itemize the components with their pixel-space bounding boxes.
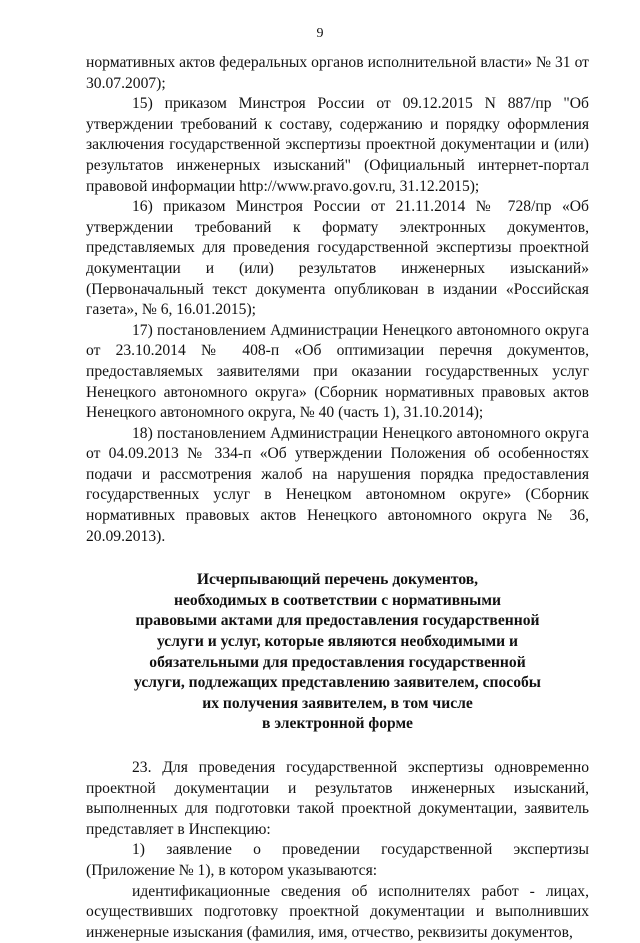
document-body xyxy=(86,53,589,943)
heading-line: услуги, подлежащих представлению заявителем, способы xyxy=(134,674,541,692)
section-heading xyxy=(86,570,589,735)
list-item-17: 17) постановлением Администрации Ненецкого автономного округа от 23.10.2014 № 408-п «Об оптимизации перечня документов, предоставляемых заявителями при оказании государственных услуг Ненецкого автономного округа» (Сборник нормативных правовых актов Ненецкого автономного округа, № 40 (часть 1), 31.10.2014); xyxy=(86,321,589,422)
heading-line: Исчерпывающий перечень документов, xyxy=(196,571,479,589)
list-item-16: 16) приказом Минстроя России от 21.11.2014 № 728/пр «Об утверждении требований к формату электронных документов, представляемых для проведения государственной экспертизы проектной документации и (или) результатов инженерных изысканий» (Первоначальный текст документа опубликован в издании «Российская газета», № 6, 16.01.2015); xyxy=(86,198,589,319)
identification-paragraph: идентификационные сведения об исполнителях работ - лицах, осуществивших подготовку проектной документации и выполнивших инженерные изыскания (фамилия, имя, отчество, реквизиты документов, xyxy=(86,882,589,941)
heading-line: обязательными для предоставления государственной xyxy=(149,653,526,671)
page-number: 9 xyxy=(316,26,324,41)
heading-line: необходимых в соответствии с нормативными xyxy=(174,591,501,609)
subitem-1: 1) заявление о проведении государственной экспертизы (Приложение № 1), в котором указываются: xyxy=(86,841,589,879)
heading-line: правовыми актами для предоставления государственной xyxy=(135,612,540,630)
heading-line: услуги и услуг, которые являются необходимыми и xyxy=(156,633,519,651)
paragraph-continuation: нормативных актов федеральных органов исполнительной власти» № 31 от 30.07.2007); xyxy=(86,54,589,92)
heading-line: их получения заявителем, в том числе xyxy=(202,694,473,712)
list-item-15: 15) приказом Минстроя России от 09.12.2015 N 887/пр "Об утверждении требований к составу, содержанию и порядку оформления заключения государственной экспертизы проектной документации и (или) результатов инженерных изысканий" (Официальный интернет-портал правовой информации http://www.pravo.gov.ru, 31.12.2015); xyxy=(86,95,589,195)
heading-line: в электронной форме xyxy=(262,715,413,733)
paragraph-23: 23. Для проведения государственной экспертизы одновременно проектной документации и результатов инженерных изысканий, выполненных для подготовки такой проектной документации, заявитель представляет в Инспекцию: xyxy=(86,759,589,838)
list-item-18: 18) постановлением Администрации Ненецкого автономного округа от 04.09.2013 № 334-п «Об утверждении Положения об особенностях подачи и рассмотрения жалоб на нарушения порядка предоставления государственных услуг в Ненецком автономном округе» (Сборник нормативных правовых актов Ненецкого автономного округа № 36, 20.09.2013). xyxy=(86,424,589,545)
